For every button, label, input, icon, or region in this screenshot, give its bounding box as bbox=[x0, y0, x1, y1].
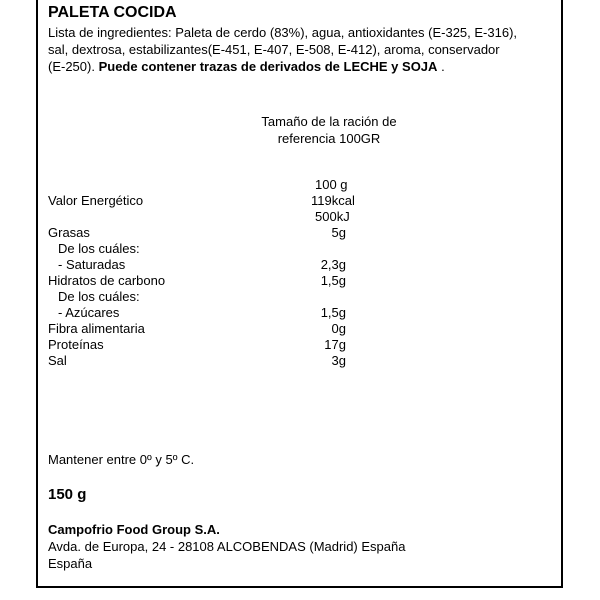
nutrient-value: 0g bbox=[331, 321, 346, 336]
nutrient-value: 1,5g bbox=[320, 305, 346, 320]
nutrient-label: Sal bbox=[48, 353, 67, 368]
nutrient-value: 3g bbox=[331, 353, 346, 368]
ingredients-end: (E-250). bbox=[48, 59, 95, 74]
product-title: PALETA COCIDA bbox=[48, 4, 177, 21]
company-name: Campofrio Food Group S.A. bbox=[48, 522, 220, 537]
nutrient-label: De los cuáles: bbox=[58, 289, 140, 304]
storage-instructions: Mantener entre 0º y 5º C. bbox=[48, 452, 195, 467]
nutrient-label: Hidratos de carbono bbox=[48, 273, 166, 288]
nutrient-label: - Saturadas bbox=[58, 257, 126, 272]
energy-kj: 500kJ bbox=[315, 209, 350, 224]
nutrient-label: - Azúcares bbox=[58, 305, 120, 320]
allergen-warning: Puede contener trazas de derivados de LECHE y SOJA bbox=[98, 59, 438, 74]
nutrient-label: De los cuáles: bbox=[58, 241, 140, 256]
net-weight: 150 g bbox=[48, 486, 87, 503]
ingredients-line-3 bbox=[48, 59, 445, 74]
nutrient-label: Grasas bbox=[48, 225, 90, 240]
ingredients-line-2: sal, dextrosa, estabilizantes(E-451, E-407, E-508, E-412), aroma, conservador bbox=[48, 42, 500, 57]
energy-label: Valor Energético bbox=[48, 193, 144, 208]
nutrient-value: 17g bbox=[324, 337, 346, 352]
reference-line-1: Tamaño de la ración de bbox=[261, 114, 397, 129]
nutrient-label: Proteínas bbox=[48, 337, 104, 352]
company-address: Avda. de Europa, 24 - 28108 ALCOBENDAS (Madrid) España bbox=[48, 539, 406, 554]
column-header: 100 g bbox=[315, 177, 348, 192]
ingredients-line-1: Lista de ingredientes: Paleta de cerdo (83%), agua, antioxidantes (E-325, E-316), bbox=[48, 25, 518, 40]
nutrient-label: Fibra alimentaria bbox=[48, 321, 145, 336]
nutrient-value: 2,3g bbox=[320, 257, 346, 272]
nutrient-value: 5g bbox=[331, 225, 346, 240]
nutrient-value: 1,5g bbox=[320, 273, 346, 288]
company-country: España bbox=[48, 556, 93, 571]
allergen-end: . bbox=[441, 59, 445, 74]
reference-line-2: referencia 100GR bbox=[277, 131, 381, 146]
energy-kcal: 119kcal bbox=[311, 193, 355, 208]
